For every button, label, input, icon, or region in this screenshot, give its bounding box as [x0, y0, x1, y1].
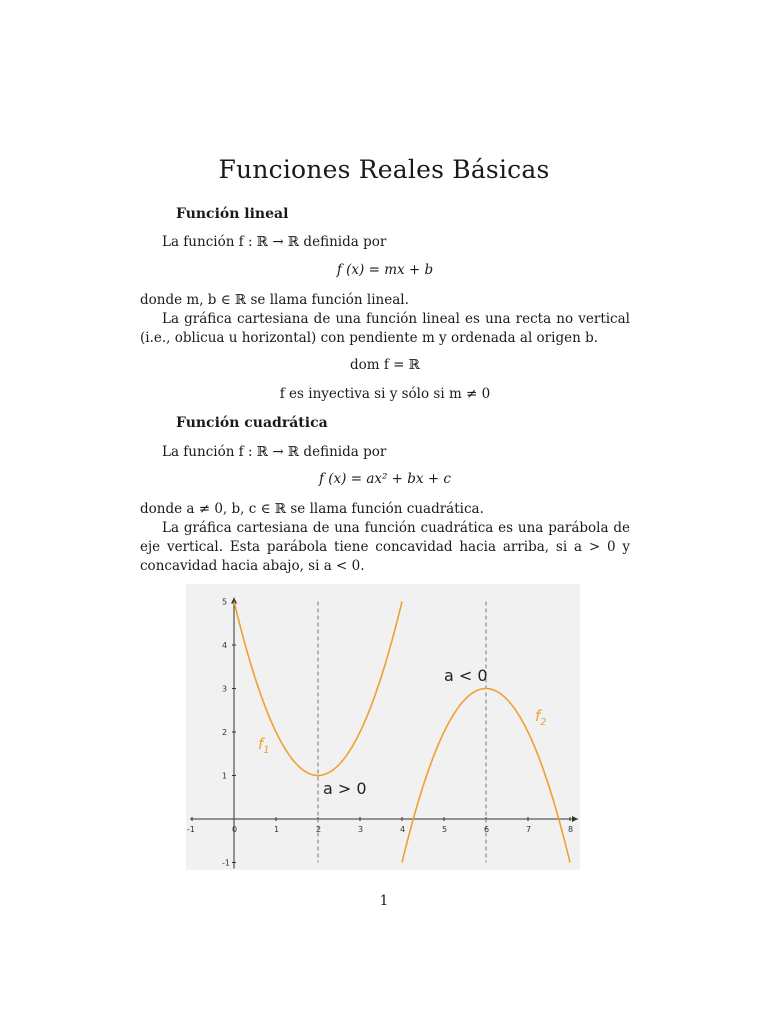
x-tick-label: 3: [358, 825, 364, 834]
y-tick-label: -1: [222, 858, 230, 868]
a-positive-label: a > 0: [323, 779, 367, 798]
parabola-figure: [186, 584, 580, 870]
x-tick-label: 7: [526, 825, 532, 834]
quadratic-definition: donde a ≠ 0, b, c ∈ ℝ se llama función cuadrática.: [140, 501, 484, 517]
parabola-plot: [186, 584, 580, 870]
page-number: 1: [379, 893, 389, 909]
linear-injective: f es inyectiva si y sólo si m ≠ 0: [279, 386, 491, 402]
linear-definition: donde m, b ∈ ℝ se llama función lineal.: [140, 292, 409, 308]
quadratic-intro: La función f : ℝ → ℝ definida por: [162, 444, 387, 460]
quadratic-graph-paragraph: La gráfica cartesiana de una función cuadrática es una parábola de eje vertical. Esta parábola tiene concavidad hacia arriba, si a > 0 y concavidad hacia abajo, si a < 0.: [140, 520, 630, 574]
page-title: Funciones Reales Básicas: [218, 155, 550, 184]
y-tick-label: 5: [222, 597, 228, 607]
linear-graph-paragraph: La gráfica cartesiana de una función lineal es una recta no vertical (i.e., oblicua u horizontal) con pendiente m y ordenada al origen b.: [140, 311, 630, 346]
x-tick-label: 0: [232, 825, 238, 834]
a-negative-label: a < 0: [444, 666, 488, 685]
f1-label: $f_1$: [258, 735, 270, 756]
curves: [234, 602, 570, 863]
quadratic-formula: f (x) = ax² + bx + c: [318, 471, 451, 487]
x-tick-label: 1: [274, 825, 280, 834]
x-tick-label: 6: [484, 825, 490, 834]
x-axis-arrow: [572, 816, 578, 822]
x-tick-label: 8: [568, 825, 574, 834]
x-tick-label: 4: [400, 825, 406, 834]
y-tick-label: 3: [222, 684, 228, 694]
linear-intro: La función f : ℝ → ℝ definida por: [162, 234, 387, 250]
y-tick-label: 1: [222, 771, 228, 781]
x-tick-label: -1: [187, 825, 195, 834]
f2-label: $f_2$: [535, 707, 547, 728]
y-tick-label: 2: [222, 728, 228, 737]
vertical-guides: [318, 602, 486, 863]
y-tick-label: 4: [222, 641, 228, 650]
tick-labels: [187, 598, 573, 868]
linear-domain: dom f = ℝ: [350, 357, 420, 373]
section-heading-linear: Función lineal: [176, 206, 289, 222]
x-tick-label: 2: [316, 825, 322, 834]
plot-axes: [190, 598, 578, 869]
linear-formula: f (x) = mx + b: [336, 262, 434, 278]
section-heading-quadratic: Función cuadrática: [176, 415, 328, 431]
x-tick-label: 5: [442, 825, 448, 834]
